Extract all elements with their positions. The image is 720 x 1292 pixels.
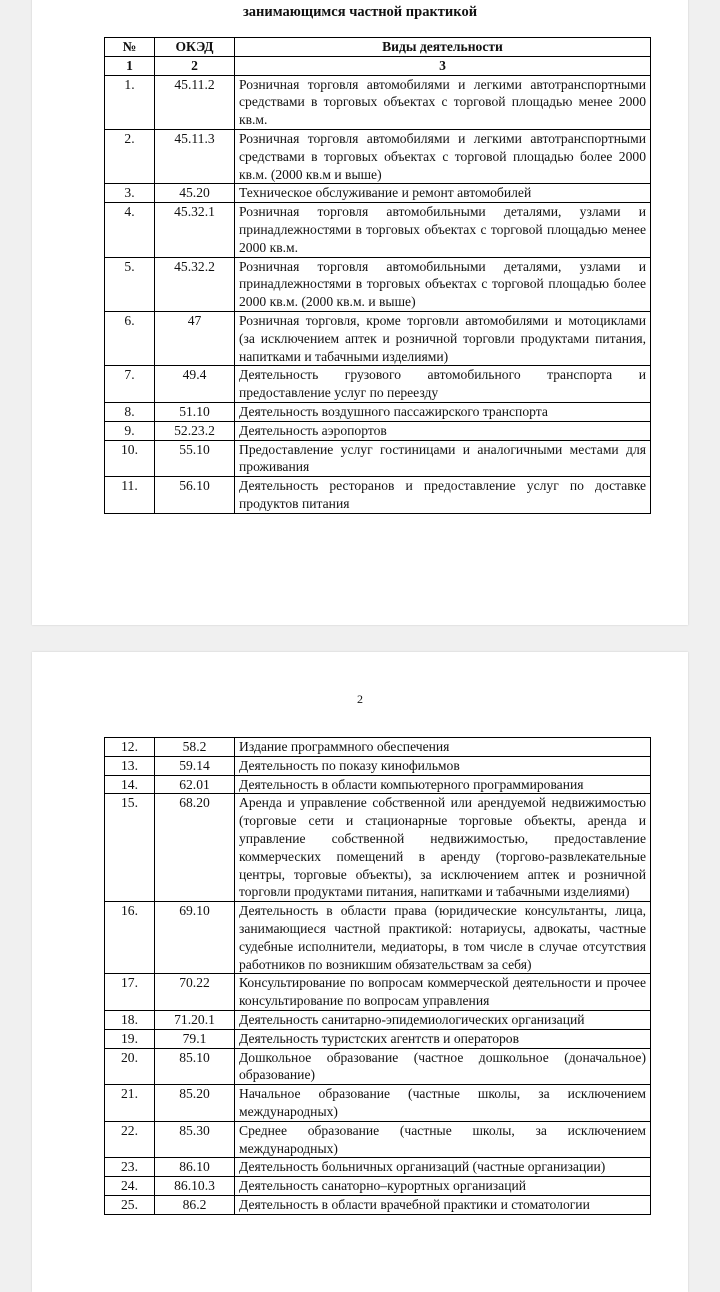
okved-code: 70.22 xyxy=(155,974,235,1011)
row-number: 24. xyxy=(105,1177,155,1196)
table-row xyxy=(105,775,651,794)
okved-code: 56.10 xyxy=(155,477,235,514)
activity-description: Деятельность ресторанов и предоставление услуг по доставке продуктов питания xyxy=(235,477,651,514)
row-number: 21. xyxy=(105,1085,155,1122)
document-page-1 xyxy=(32,0,688,625)
activity-description: Деятельность санаторно–курортных организаций xyxy=(235,1177,651,1196)
row-number: 20. xyxy=(105,1048,155,1085)
table-caption-text: занимающимся частной практикой xyxy=(242,4,478,20)
okved-code: 45.32.1 xyxy=(155,203,235,257)
table-row xyxy=(105,756,651,775)
okved-code: 62.01 xyxy=(155,775,235,794)
row-number: 8. xyxy=(105,402,155,421)
table-row xyxy=(105,1029,651,1048)
activity-description: Деятельность аэропортов xyxy=(235,421,651,440)
row-number: 25. xyxy=(105,1195,155,1214)
okved-code: 86.10 xyxy=(155,1158,235,1177)
table-row xyxy=(105,1177,651,1196)
table-row xyxy=(105,477,651,514)
table-row xyxy=(105,311,651,365)
table-row xyxy=(105,738,651,757)
row-number: 18. xyxy=(105,1010,155,1029)
activity-description: Розничная торговля автомобилями и легкими автотранспортными средствами в торговых объектах с торговой площадью более 2000 кв.м. (2000 кв.м и выше) xyxy=(235,129,651,183)
table-row xyxy=(105,184,651,203)
activity-description: Среднее образование (частные школы, за исключением международных) xyxy=(235,1121,651,1158)
okved-code: 85.20 xyxy=(155,1085,235,1122)
header-activities: Виды деятельности xyxy=(235,38,651,57)
okved-code: 85.10 xyxy=(155,1048,235,1085)
activity-description: Деятельность по показу кинофильмов xyxy=(235,756,651,775)
okved-code: 71.20.1 xyxy=(155,1010,235,1029)
column-index-row xyxy=(105,56,651,75)
activity-description: Деятельность в области компьютерного программирования xyxy=(235,775,651,794)
row-number: 11. xyxy=(105,477,155,514)
table-row xyxy=(105,902,651,974)
table-caption xyxy=(32,4,688,21)
activity-description: Консультирование по вопросам коммерческой деятельности и прочее консультирование по вопросам управления xyxy=(235,974,651,1011)
column-index-1: 1 xyxy=(105,56,155,75)
table-row xyxy=(105,75,651,129)
header-okved: ОКЭД xyxy=(155,38,235,57)
okved-code: 68.20 xyxy=(155,794,235,902)
okved-code: 85.30 xyxy=(155,1121,235,1158)
activity-description: Аренда и управление собственной или арендуемой недвижимостью (торговые сети и стационарные торговые объекты, аренда и управление собственной недвижимостью, предоставление коммерческих помещений в аренду (торгово-развлекательные центры, торговые объекты), за исключением аптек и розничной торговли продуктами питания, напитками и табачными изделиями) xyxy=(235,794,651,902)
activity-description: Деятельность больничных организаций (частные организации) xyxy=(235,1158,651,1177)
table-row xyxy=(105,974,651,1011)
activity-description: Дошкольное образование (частное дошкольное (доначальное) образование) xyxy=(235,1048,651,1085)
okved-code: 45.20 xyxy=(155,184,235,203)
okved-code: 49.4 xyxy=(155,366,235,403)
header-number: № xyxy=(105,38,155,57)
row-number: 3. xyxy=(105,184,155,203)
okved-code: 59.14 xyxy=(155,756,235,775)
table-row xyxy=(105,1158,651,1177)
table-row xyxy=(105,440,651,477)
activity-description: Деятельность воздушного пассажирского транспорта xyxy=(235,402,651,421)
document-page-2 xyxy=(32,652,688,1292)
okved-code: 52.23.2 xyxy=(155,421,235,440)
row-number: 5. xyxy=(105,257,155,311)
table-row xyxy=(105,366,651,403)
okved-code: 51.10 xyxy=(155,402,235,421)
okved-code: 47 xyxy=(155,311,235,365)
activities-table xyxy=(104,37,651,514)
row-number: 12. xyxy=(105,738,155,757)
okved-code: 55.10 xyxy=(155,440,235,477)
activity-description: Издание программного обеспечения xyxy=(235,738,651,757)
row-number: 22. xyxy=(105,1121,155,1158)
row-number: 16. xyxy=(105,902,155,974)
row-number: 23. xyxy=(105,1158,155,1177)
okved-code: 79.1 xyxy=(155,1029,235,1048)
row-number: 7. xyxy=(105,366,155,403)
row-number: 10. xyxy=(105,440,155,477)
okved-code: 69.10 xyxy=(155,902,235,974)
table-row xyxy=(105,1195,651,1214)
activity-description: Деятельность санитарно-эпидемиологических организаций xyxy=(235,1010,651,1029)
row-number: 6. xyxy=(105,311,155,365)
activity-description: Розничная торговля, кроме торговли автомобилями и мотоциклами (за исключением аптек и розничной торговли продуктами питания, напитками и табачными изделиями) xyxy=(235,311,651,365)
table-row xyxy=(105,1048,651,1085)
column-index-2: 2 xyxy=(155,56,235,75)
okved-code: 86.2 xyxy=(155,1195,235,1214)
okved-code: 45.11.2 xyxy=(155,75,235,129)
row-number: 14. xyxy=(105,775,155,794)
row-number: 4. xyxy=(105,203,155,257)
row-number: 19. xyxy=(105,1029,155,1048)
row-number: 13. xyxy=(105,756,155,775)
okved-code: 45.32.2 xyxy=(155,257,235,311)
okved-code: 86.10.3 xyxy=(155,1177,235,1196)
table-row xyxy=(105,1121,651,1158)
row-number: 9. xyxy=(105,421,155,440)
table-row xyxy=(105,203,651,257)
activity-description: Розничная торговля автомобилями и легкими автотранспортными средствами в торговых объектах с торговой площадью менее 2000 кв.м. xyxy=(235,75,651,129)
row-number: 2. xyxy=(105,129,155,183)
activity-description: Деятельность туристских агентств и операторов xyxy=(235,1029,651,1048)
activity-description: Деятельность в области врачебной практики и стоматологии xyxy=(235,1195,651,1214)
table-row xyxy=(105,1010,651,1029)
table-row xyxy=(105,794,651,902)
table-row xyxy=(105,421,651,440)
activity-description: Предоставление услуг гостиницами и аналогичными местами для проживания xyxy=(235,440,651,477)
column-index-3: 3 xyxy=(235,56,651,75)
table-header-row xyxy=(105,38,651,57)
activities-table-continued xyxy=(104,737,651,1215)
activity-description: Начальное образование (частные школы, за исключением международных) xyxy=(235,1085,651,1122)
okved-code: 58.2 xyxy=(155,738,235,757)
table-row xyxy=(105,402,651,421)
activity-description: Розничная торговля автомобильными деталями, узлами и принадлежностями в торговых объектах с торговой площадью менее 2000 кв.м. xyxy=(235,203,651,257)
page-number: 2 xyxy=(357,692,363,706)
row-number: 17. xyxy=(105,974,155,1011)
table-row xyxy=(105,257,651,311)
okved-code: 45.11.3 xyxy=(155,129,235,183)
row-number: 15. xyxy=(105,794,155,902)
table-row xyxy=(105,129,651,183)
row-number: 1. xyxy=(105,75,155,129)
table-row xyxy=(105,1085,651,1122)
activity-description: Техническое обслуживание и ремонт автомобилей xyxy=(235,184,651,203)
activity-description: Деятельность в области права (юридические консультанты, лица, занимающиеся частной практикой: нотариусы, адвокаты, частные судебные исполнители, медиаторы, в том числе в случае отсутствия работников по возникшим обязательствам за себя) xyxy=(235,902,651,974)
activity-description: Розничная торговля автомобильными деталями, узлами и принадлежностями в торговых объектах с торговой площадью более 2000 кв.м. (2000 кв.м. и выше) xyxy=(235,257,651,311)
activity-description: Деятельность грузового автомобильного транспорта и предоставление услуг по переезду xyxy=(235,366,651,403)
